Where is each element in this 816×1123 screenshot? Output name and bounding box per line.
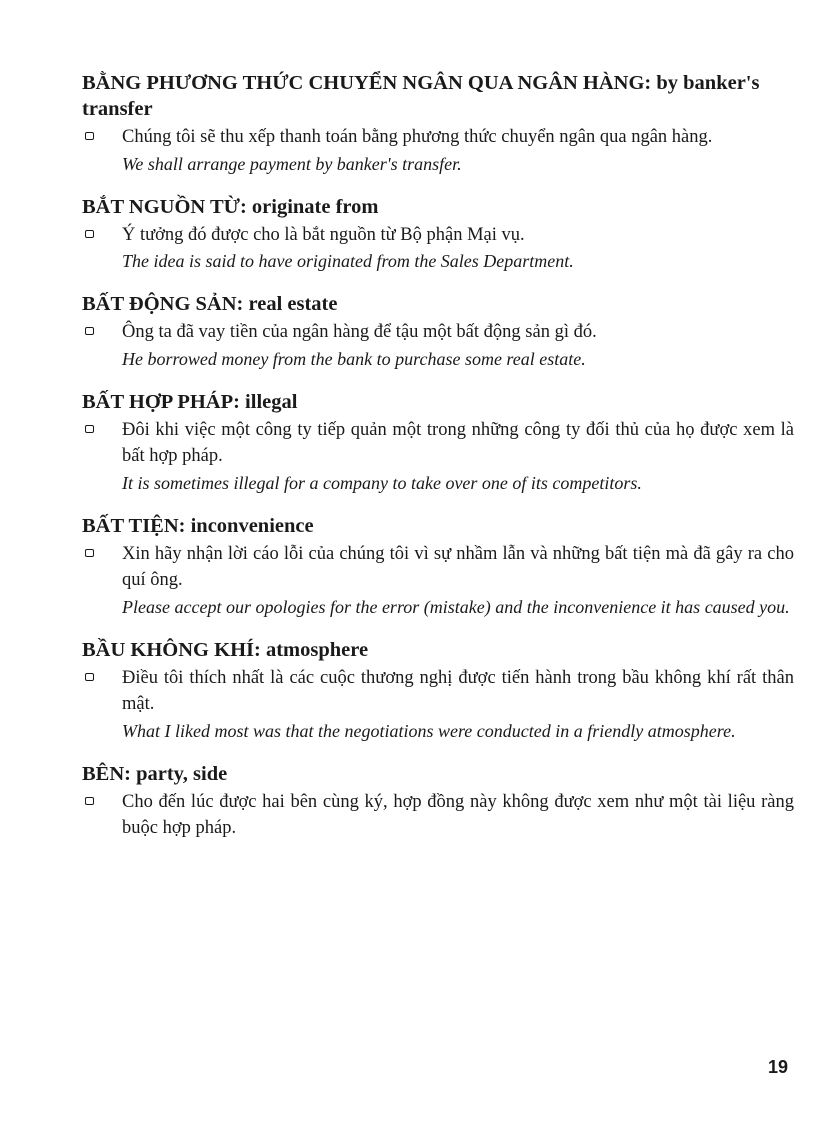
page-number: 19 xyxy=(767,1057,788,1077)
entry-headword: BẤT HỢP PHÁP: illegal xyxy=(82,390,298,413)
vietnamese-sentence: Ông ta đã vay tiền của ngân hàng để tậu một bất động sản gì đó. xyxy=(122,322,597,342)
checkbox-square-icon xyxy=(85,549,94,557)
vietnamese-sentence: Cho đến lúc được hai bên cùng ký, hợp đồng này không được xem như một tài liệu ràng buộc hợp pháp. xyxy=(122,791,794,838)
entry-headword: BẤT TIỆN: inconvenience xyxy=(82,514,314,537)
english-translation: He borrowed money from the bank to purchase some real estate. xyxy=(122,348,586,369)
vietnamese-sentence: Ý tưởng đó được cho là bắt nguồn từ Bộ phận Mại vụ. xyxy=(122,224,525,245)
vietnamese-sentence: Xin hãy nhận lời cáo lỗi của chúng tôi vì sự nhầm lẫn và những bất tiện mà đã gây ra cho quí ông. xyxy=(122,543,794,590)
entry-bang-phuong-thuc xyxy=(82,70,794,178)
english-translation: What I liked most was that the negotiations were conducted in a friendly atmosphere. xyxy=(122,720,736,741)
checkbox-square-icon xyxy=(85,425,94,433)
checkbox-square-icon xyxy=(85,132,94,140)
english-translation: We shall arrange payment by banker's transfer. xyxy=(122,153,462,174)
entry-example xyxy=(82,222,794,276)
entry-example xyxy=(82,789,794,842)
vietnamese-sentence: Điều tôi thích nhất là các cuộc thương nghị được tiến hành trong bầu không khí rất thân mật. xyxy=(122,667,794,714)
vietnamese-sentence: Đôi khi việc một công ty tiếp quản một trong những công ty đối thủ của họ được xem là bất hợp pháp. xyxy=(122,419,794,466)
entry-headword: BẰNG PHƯƠNG THỨC CHUYỂN NGÂN QUA NGÂN HÀNG: by banker's transfer xyxy=(82,72,760,120)
entry-headword: BẦU KHÔNG KHÍ: atmosphere xyxy=(82,638,369,661)
entry-bat-nguon-tu xyxy=(82,194,794,276)
vietnamese-sentence: Chúng tôi sẽ thu xếp thanh toán bằng phương thức chuyển ngân qua ngân hàng. xyxy=(122,127,713,147)
entry-ben xyxy=(82,761,794,842)
entry-headword: BẤT ĐỘNG SẢN: real estate xyxy=(82,293,338,315)
dictionary-page xyxy=(82,70,794,842)
entry-headword: BÊN: party, side xyxy=(82,762,228,785)
checkbox-square-icon xyxy=(85,673,94,681)
entry-bat-tien xyxy=(82,513,794,621)
entry-example xyxy=(82,124,794,178)
entry-headword: BẮT NGUỒN TỪ: originate from xyxy=(82,195,379,218)
checkbox-square-icon xyxy=(85,797,94,805)
checkbox-square-icon xyxy=(85,230,94,238)
english-translation: Please accept our opologies for the error (mistake) and the inconvenience it has caused you. xyxy=(122,596,790,617)
checkbox-square-icon xyxy=(85,327,94,335)
entry-example xyxy=(82,541,794,621)
english-translation: It is sometimes illegal for a company to take over one of its competitors. xyxy=(122,472,642,493)
entry-bat-hop-phap xyxy=(82,389,794,497)
entry-bat-dong-san xyxy=(82,291,794,373)
entry-example xyxy=(82,417,794,497)
entry-bau-khong-khi xyxy=(82,637,794,745)
entry-example xyxy=(82,665,794,745)
entry-example xyxy=(82,319,794,373)
english-translation: The idea is said to have originated from the Sales Department. xyxy=(122,251,574,271)
